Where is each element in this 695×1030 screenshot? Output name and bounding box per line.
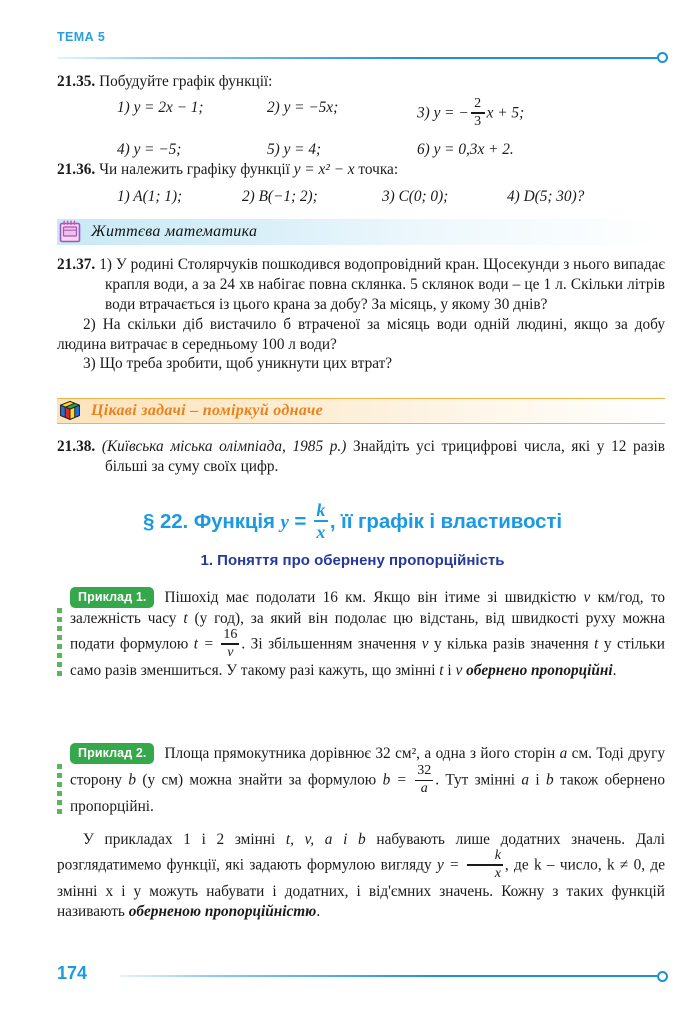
task-item-4: 4) y = −5; (117, 140, 182, 158)
task-number: 21.38. (57, 438, 96, 455)
fraction-denominator: x (316, 522, 326, 543)
example-1-text-1: Пішохід має подолати 16 км. Якщо він ітиме зі швидкістю (164, 589, 584, 606)
banner-interesting-tasks (57, 398, 665, 424)
example-1-text-4: . Зі збільшенням значення (241, 635, 422, 653)
footer-rule-dot-icon (657, 971, 668, 982)
task-21-37 (57, 255, 665, 374)
example-2-text-5: і (529, 771, 547, 789)
section-title-var-y: y (280, 511, 289, 533)
header-rule-dot-icon (657, 52, 668, 63)
example-1-badge: Приклад 1. (70, 587, 154, 608)
example-1-text-2: км/год, то залежність часу (70, 589, 665, 628)
task-item-2: 2) y = −5x; (267, 98, 339, 116)
task-21-37-para-3 (57, 354, 665, 374)
task-21-35 (57, 72, 665, 160)
closing-paragraph (57, 830, 665, 922)
fraction-numerator: k (494, 848, 501, 864)
task-number: 21.36. (57, 161, 96, 178)
footer-rule-line (120, 975, 657, 977)
fraction-numerator: 32 (417, 763, 432, 779)
notepad-icon (58, 220, 82, 244)
variable-b: b (546, 771, 554, 789)
fraction-denominator: v (227, 644, 234, 660)
subsection-title: 1. Поняття про обернену пропорційність (200, 552, 505, 569)
header-rule (57, 52, 668, 64)
page-header (0, 30, 695, 66)
example-1-dotted-rule (57, 608, 62, 679)
variable-a: a (521, 771, 530, 789)
fraction-numerator: 16 (223, 627, 238, 643)
section-title (40, 502, 665, 543)
example-2-badge: Приклад 2. (70, 743, 154, 764)
variable-t: t (439, 662, 444, 680)
task-item-3-lead: 3) y = − (417, 104, 469, 122)
example-1-text-3: (у год), за який він подолає цю відстань, від швидкості руху можна подати формулою (70, 610, 665, 653)
header-rule-line (57, 57, 657, 59)
closing-text-4: . (316, 903, 321, 921)
fraction-32-a (415, 764, 433, 796)
fraction-numerator: k (316, 500, 326, 520)
example-2-text-6: також обернено пропорційні. (70, 771, 665, 816)
task-21-38 (57, 437, 665, 477)
example-2 (57, 744, 665, 817)
task-prompt-before: Чи належить графіку функції (99, 161, 294, 178)
variable-v: v (455, 662, 463, 680)
closing-emphasis: оберненою пропорційністю (128, 903, 317, 921)
example-2-text-3: (у см) можна знайти за формулою (136, 771, 383, 789)
fraction-denominator: a (420, 780, 428, 796)
variable-t: t (594, 635, 599, 653)
section-title-equals: = (288, 509, 312, 533)
task-item-3: 3) C(0; 0); (382, 187, 449, 205)
closing-variables: t, v, a і b (285, 831, 366, 848)
task-21-37-para-2 (57, 315, 665, 355)
example-2-text-1: Площа прямокутника дорівнює 32 см², а одна з його сторін (164, 745, 560, 762)
closing-text-2: набувають лише додатних значень. Далі розглядатимемо функції, які задають формулою вигляду (57, 831, 665, 874)
task-text: Знайдіть усі трицифрові числа, які у 12 разів більші за суму своїх цифр. (105, 438, 665, 475)
variable-v: v (583, 589, 591, 606)
rubiks-cube-icon (58, 399, 82, 423)
task-21-36-items (57, 187, 665, 207)
fraction-denominator: 3 (474, 113, 482, 129)
fraction-numerator: 2 (474, 95, 482, 111)
task-prompt: Побудуйте графік функції: (99, 73, 273, 90)
footer-rule (120, 971, 668, 983)
task-item-2: 2) B(−1; 2); (242, 187, 318, 205)
chapter-label: ТЕМА 5 (57, 30, 106, 44)
task-item-3-tail: x + 5; (486, 104, 525, 122)
example-2-text-4: . Тут змінні (435, 771, 522, 789)
fraction-k-x (467, 849, 503, 881)
task-prompt-after: точка: (354, 161, 399, 178)
task-text: 2) На скільки діб вистачило б втраченої за місяць води одній людині, якщо за добу людина витрачає в середньому 100 л води? (57, 315, 665, 353)
banner-life-math-title: Життєва математика (91, 223, 258, 240)
task-item-6: 6) y = 0,3x + 2. (417, 140, 514, 158)
section-title-suffix: , її графік і властивості (329, 509, 562, 533)
task-source: (Київська міська олімпіада, 1985 р.) (101, 438, 347, 455)
task-item-1: 1) y = 2x − 1; (117, 98, 204, 116)
example-1-emphasis: обернено пропорційні (466, 662, 613, 680)
fraction-16-v (221, 628, 239, 660)
example-1-text-7: і (443, 662, 456, 680)
example-1-body (57, 588, 665, 681)
task-21-36 (57, 160, 665, 207)
task-item-5: 5) y = 4; (267, 140, 322, 158)
example-2-text-2: см. Тоді другу сторону (70, 745, 665, 789)
variable-a: a (559, 745, 568, 762)
banner-life-math (57, 219, 665, 245)
task-item-1: 1) A(1; 1); (117, 187, 183, 205)
task-21-35-row-1 (57, 95, 665, 130)
task-item-4: 4) D(5; 30)? (507, 187, 585, 205)
example-2-formula-lhs: b = (382, 771, 414, 789)
fraction-2-3 (471, 97, 485, 129)
example-2-body (57, 744, 665, 817)
task-prompt-formula: y = x² − x (293, 161, 355, 178)
task-text: 3) Що треба зробити, щоб уникнути цих втрат? (83, 355, 393, 373)
variable-v: v (421, 635, 429, 653)
task-number: 21.37. (57, 256, 96, 273)
closing-text-1: У прикладах 1 і 2 змінні (83, 831, 286, 848)
task-number: 21.35. (57, 73, 96, 90)
fraction-denominator: x (494, 865, 501, 881)
task-21-37-para-1 (57, 255, 665, 315)
example-1-text-end: . (612, 662, 617, 680)
task-21-38-body (57, 437, 665, 477)
variable-b: b (128, 771, 137, 789)
example-1-text-5: у кілька разів значення (428, 635, 595, 653)
variable-t: t (183, 610, 188, 628)
task-21-35-row-2 (57, 140, 665, 160)
section-title-prefix: § 22. Функція (143, 509, 281, 533)
page-footer (0, 963, 695, 986)
task-text: 1) У родині Столярчуків пошкодився водопровідний кран. Щосекунди з нього випадає крапля води, а за 24 хв набігає повна склянка. 5 склянок води – це 1 л. Скільки літрів води втрачається із цього крана за добу? За місяць, у якому 30 днів? (99, 256, 665, 313)
banner-interesting-tasks-title: Цікаві задачі – поміркуй одначе (91, 402, 324, 419)
closing-formula-lhs: y = (436, 856, 465, 874)
closing-text-3: , де k – число, k ≠ 0, де змінні x і y можуть набувати і додатних, і від'ємних значень. Кожну з таких функцій називають (57, 856, 666, 921)
example-1 (57, 588, 665, 681)
fraction-k-x (314, 501, 328, 542)
page-number: 174 (57, 963, 88, 983)
task-item-3 (417, 95, 597, 130)
example-2-dotted-rule (57, 764, 62, 815)
example-1-text-6: у стільки само разів зменшиться. У такому разі кажуть, що змінні (70, 635, 665, 680)
example-1-formula-lhs: t = (193, 635, 220, 653)
